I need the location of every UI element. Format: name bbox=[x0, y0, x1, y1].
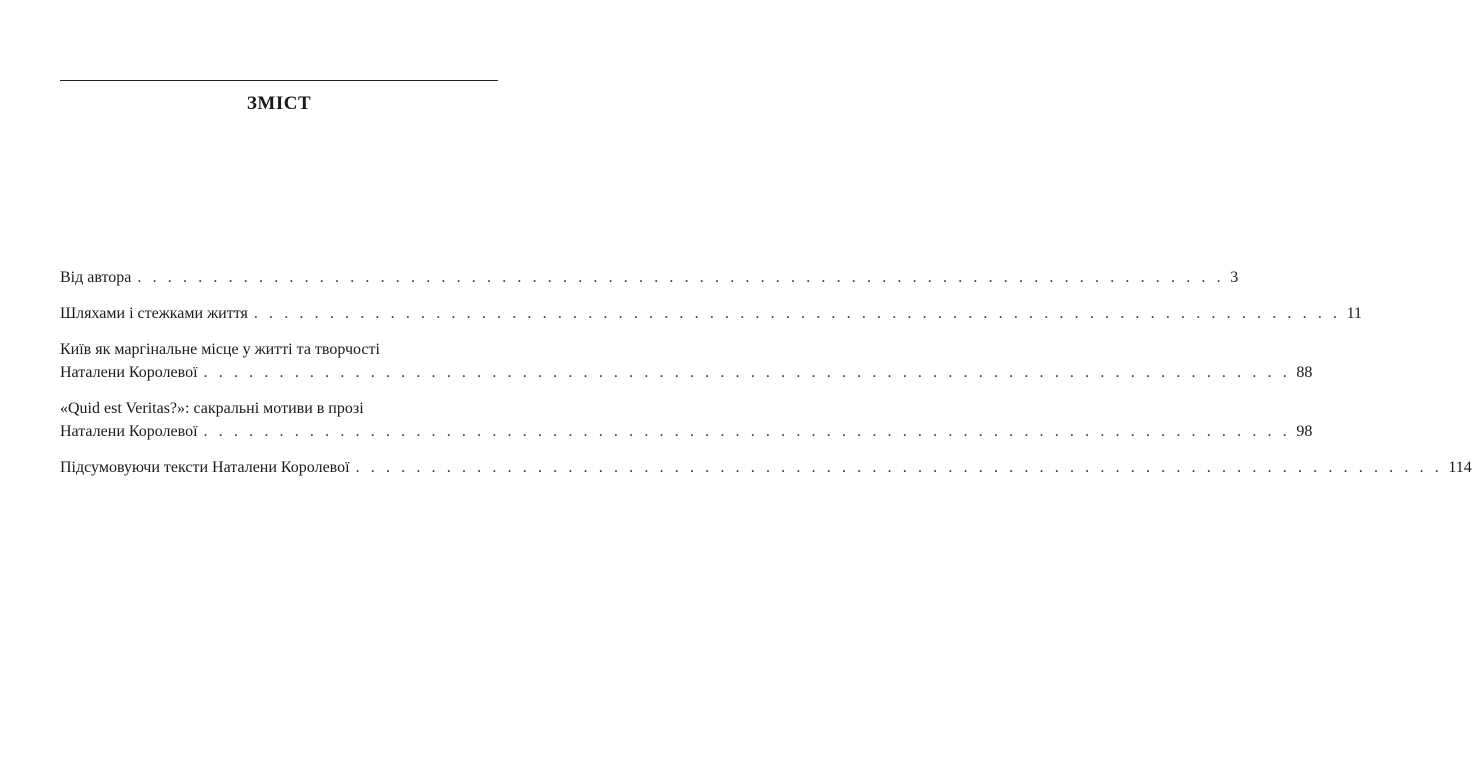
toc-entry-line bbox=[60, 302, 1363, 325]
dot-leader: . . . . . . . . . . . . . . . . . . . . . . . . . . . . . . . . . . . . . . . . . . . . . . . . . . . . . . . . . . . . . . . . . . . . . . . . bbox=[253, 305, 1341, 322]
toc-entry-title: Від автора bbox=[60, 269, 132, 286]
toc-entry-line bbox=[60, 361, 1313, 384]
table-of-contents bbox=[60, 266, 1472, 492]
toc-entry-title-line: «Quid est Veritas?»: сакральні мотиви в прозі bbox=[60, 400, 364, 417]
dot-leader: . . . . . . . . . . . . . . . . . . . . . . . . . . . . . . . . . . . . . . . . . . . . . . . . . . . . . . . . . . . . . . . . . . . . . . . . bbox=[203, 364, 1291, 381]
toc-entry[interactable] bbox=[60, 302, 1363, 325]
page-title: ЗМІСТ bbox=[246, 93, 312, 114]
toc-page-number: 114 bbox=[1448, 459, 1472, 476]
toc-entry-title: Наталени Королевої bbox=[60, 423, 198, 440]
toc-entry-title: Наталени Королевої bbox=[60, 364, 198, 381]
dot-leader: . . . . . . . . . . . . . . . . . . . . . . . . . . . . . . . . . . . . . . . . . . . . . . . . . . . . . . . . . . . . . . . . . . . . . . . . bbox=[203, 423, 1291, 440]
toc-page-number: 3 bbox=[1230, 269, 1239, 286]
dot-leader: . . . . . . . . . . . . . . . . . . . . . . . . . . . . . . . . . . . . . . . . . . . . . . . . . . . . . . . . . . . . . . . . . . . . . . . . bbox=[355, 459, 1443, 476]
toc-entry-title: Шляхами і стежками життя bbox=[60, 305, 248, 322]
toc-entry-title: Підсумовуючи тексти Наталени Королевої bbox=[60, 459, 350, 476]
toc-entry-line bbox=[60, 456, 1472, 479]
toc-page-number: 98 bbox=[1296, 423, 1313, 440]
toc-entry[interactable] bbox=[60, 266, 1239, 289]
toc-entry[interactable] bbox=[60, 397, 1313, 443]
toc-entry-line bbox=[60, 266, 1239, 289]
dot-leader: . . . . . . . . . . . . . . . . . . . . . . . . . . . . . . . . . . . . . . . . . . . . . . . . . . . . . . . . . . . . . . . . . . . . . . . . bbox=[137, 269, 1225, 286]
toc-entry-title-line: Київ як маргінальне місце у житті та творчості bbox=[60, 341, 380, 358]
toc-page-number: 11 bbox=[1346, 305, 1363, 322]
toc-page-number: 88 bbox=[1296, 364, 1313, 381]
toc-entry-line bbox=[60, 420, 1313, 443]
toc-entry[interactable] bbox=[60, 456, 1472, 479]
toc-entry[interactable] bbox=[60, 338, 1313, 384]
header-rule bbox=[60, 80, 498, 81]
